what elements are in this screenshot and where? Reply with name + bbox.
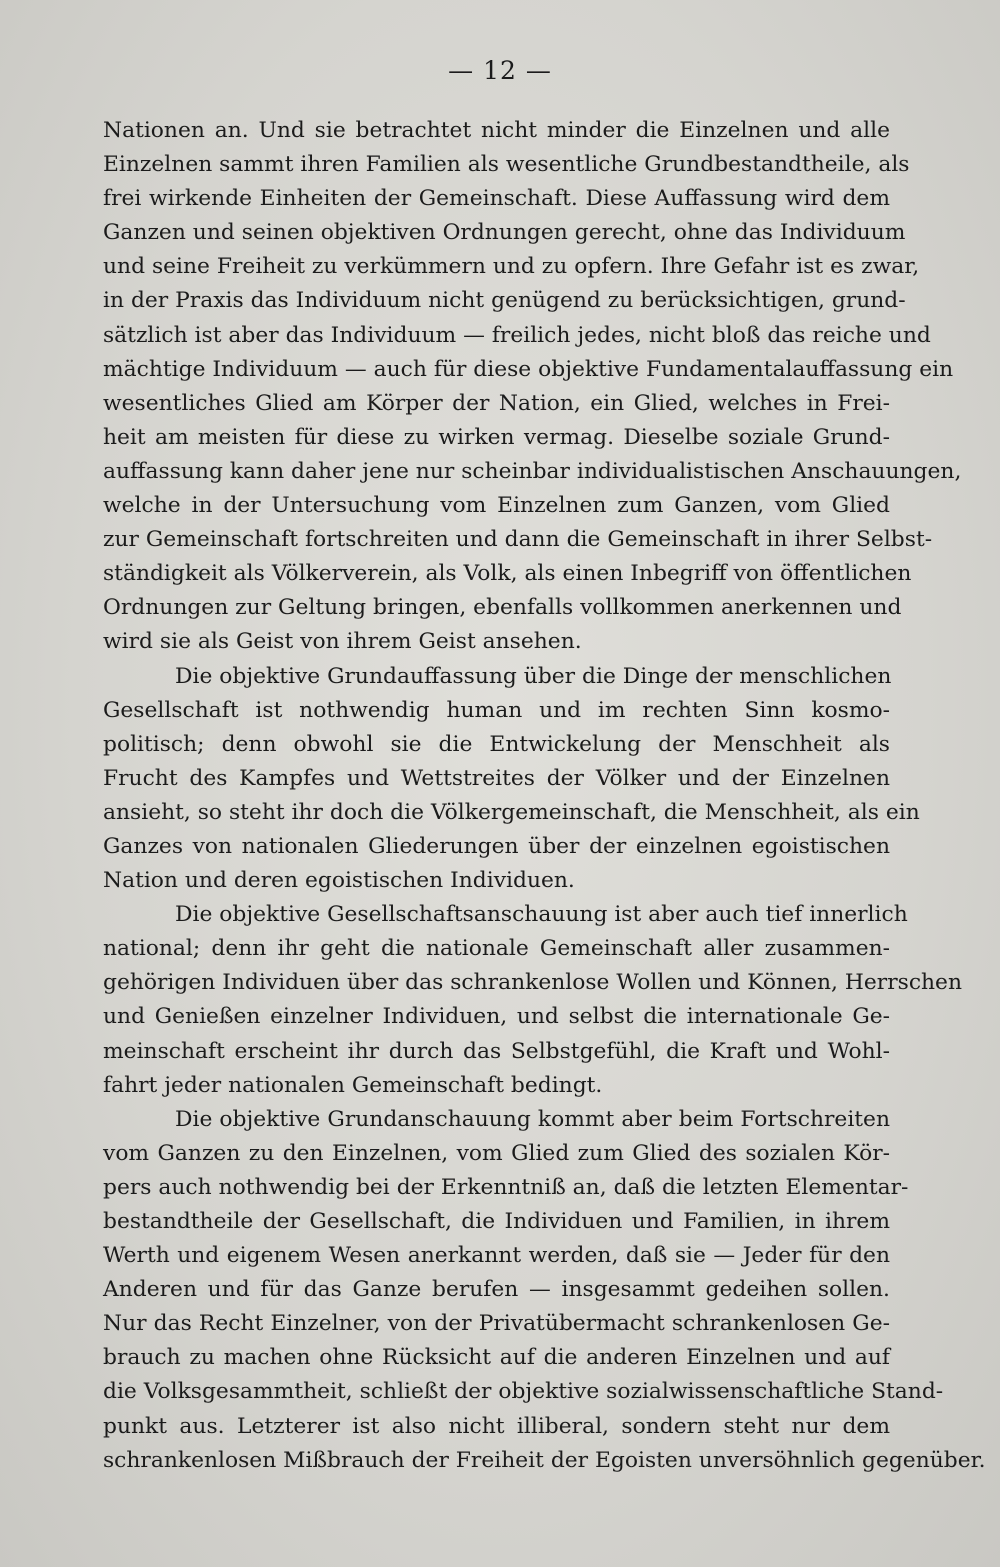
text-line: welche in der Untersuchung vom Einzelnen zum Ganzen, vom Glied [103, 493, 890, 519]
text-line: Frucht des Kampfes und Wettstreites der Völker und der Einzelnen [103, 765, 890, 791]
text-line: zur Gemeinschaft fortschreiten und dann die Gemeinschaft in ihrer Selbst- [103, 527, 933, 553]
text-line: Die objektive Grundauffassung über die Dinge der menschlichen [175, 663, 892, 689]
text-line: fahrt jeder nationalen Gemeinschaft bedingt. [103, 1072, 603, 1098]
text-line: gehörigen Individuen über das schrankenlose Wollen und Können, Herrschen [103, 970, 962, 996]
text-line: Ganzes von nationalen Gliederungen über der einzelnen egoistischen [103, 833, 890, 859]
text-line: national; denn ihr geht die nationale Gemeinschaft aller zusammen- [103, 936, 890, 962]
text-line: Nation und deren egoistischen Individuen. [103, 868, 575, 894]
text-line: politisch; denn obwohl sie die Entwickelung der Menschheit als [103, 731, 890, 757]
text-line: frei wirkende Einheiten der Gemeinschaft. Diese Auffassung wird dem [103, 186, 890, 212]
body-text [103, 114, 986, 1478]
text-line: meinschaft erscheint ihr durch das Selbstgefühl, die Kraft und Wohl- [103, 1038, 890, 1064]
text-line: in der Praxis das Individuum nicht genügend zu berücksichtigen, grund- [103, 288, 906, 314]
text-line: Ordnungen zur Geltung bringen, ebenfalls vollkommen anerkennen und [103, 595, 902, 621]
text-line: bestandtheile der Gesellschaft, die Individuen und Familien, in ihrem [103, 1209, 890, 1234]
text-line: Gesellschaft ist nothwendig human und im rechten Sinn kosmo- [103, 697, 890, 723]
text-line: und seine Freiheit zu verkümmern und zu opfern. Ihre Gefahr ist es zwar, [103, 254, 920, 280]
text-line: Nur das Recht Einzelner, von der Privatübermacht schrankenlosen Ge- [103, 1311, 890, 1337]
text-line: schrankenlosen Mißbrauch der Freiheit der Egoisten unversöhnlich gegenüber. [103, 1447, 986, 1473]
text-line: punkt aus. Letzterer ist also nicht illiberal, sondern steht nur dem [103, 1413, 890, 1439]
text-line: heit am meisten für diese zu wirken vermag. Dieselbe soziale Grund- [103, 424, 890, 450]
text-line: vom Ganzen zu den Einzelnen, vom Glied zum Glied des sozialen Kör- [103, 1140, 890, 1166]
text-line: Anderen und für das Ganze berufen — insgesammt gedeihen sollen. [103, 1277, 890, 1303]
text-line: sätzlich ist aber das Individuum — freilich jedes, nicht bloß das reiche und [103, 322, 931, 348]
text-line: und Genießen einzelner Individuen, und selbst die internationale Ge- [103, 1004, 890, 1030]
text-line: mächtige Individuum — auch für diese objektive Fundamentalauffassung ein [103, 356, 954, 382]
text-line: Die objektive Gesellschaftsanschauung ist aber auch tief innerlich [175, 902, 908, 928]
text-line: pers auch nothwendig bei der Erkenntniß an, daß die letzten Elementar- [103, 1174, 909, 1200]
text-line: auffassung kann daher jene nur scheinbar individualistischen Anschauungen, [103, 458, 962, 484]
text-line: die Volksgesammtheit, schließt der objektive sozialwissenschaftliche Stand- [103, 1379, 944, 1405]
text-line: Nationen an. Und sie betrachtet nicht minder die Einzelnen und alle [103, 118, 890, 143]
text-line: wird sie als Geist von ihrem Geist ansehen. [103, 629, 582, 655]
text-line: brauch zu machen ohne Rücksicht auf die anderen Einzelnen und auf [103, 1345, 890, 1371]
text-line: ansieht, so steht ihr doch die Völkergemeinschaft, die Menschheit, als ein [103, 799, 920, 825]
text-line: Werth und eigenem Wesen anerkannt werden, daß sie — Jeder für den [103, 1243, 890, 1269]
page-number: — 12 — [448, 56, 552, 85]
text-line: ständigkeit als Völkerverein, als Volk, als einen Inbegriff von öffentlichen [103, 561, 912, 587]
text-line: wesentliches Glied am Körper der Nation, ein Glied, welches in Frei- [103, 390, 890, 416]
text-line: Die objektive Grundanschauung kommt aber beim Fortschreiten [175, 1106, 890, 1132]
text-line: Einzelnen sammt ihren Familien als wesentliche Grundbestandtheile, als [103, 152, 910, 178]
text-line: Ganzen und seinen objektiven Ordnungen gerecht, ohne das Individuum [103, 220, 906, 246]
